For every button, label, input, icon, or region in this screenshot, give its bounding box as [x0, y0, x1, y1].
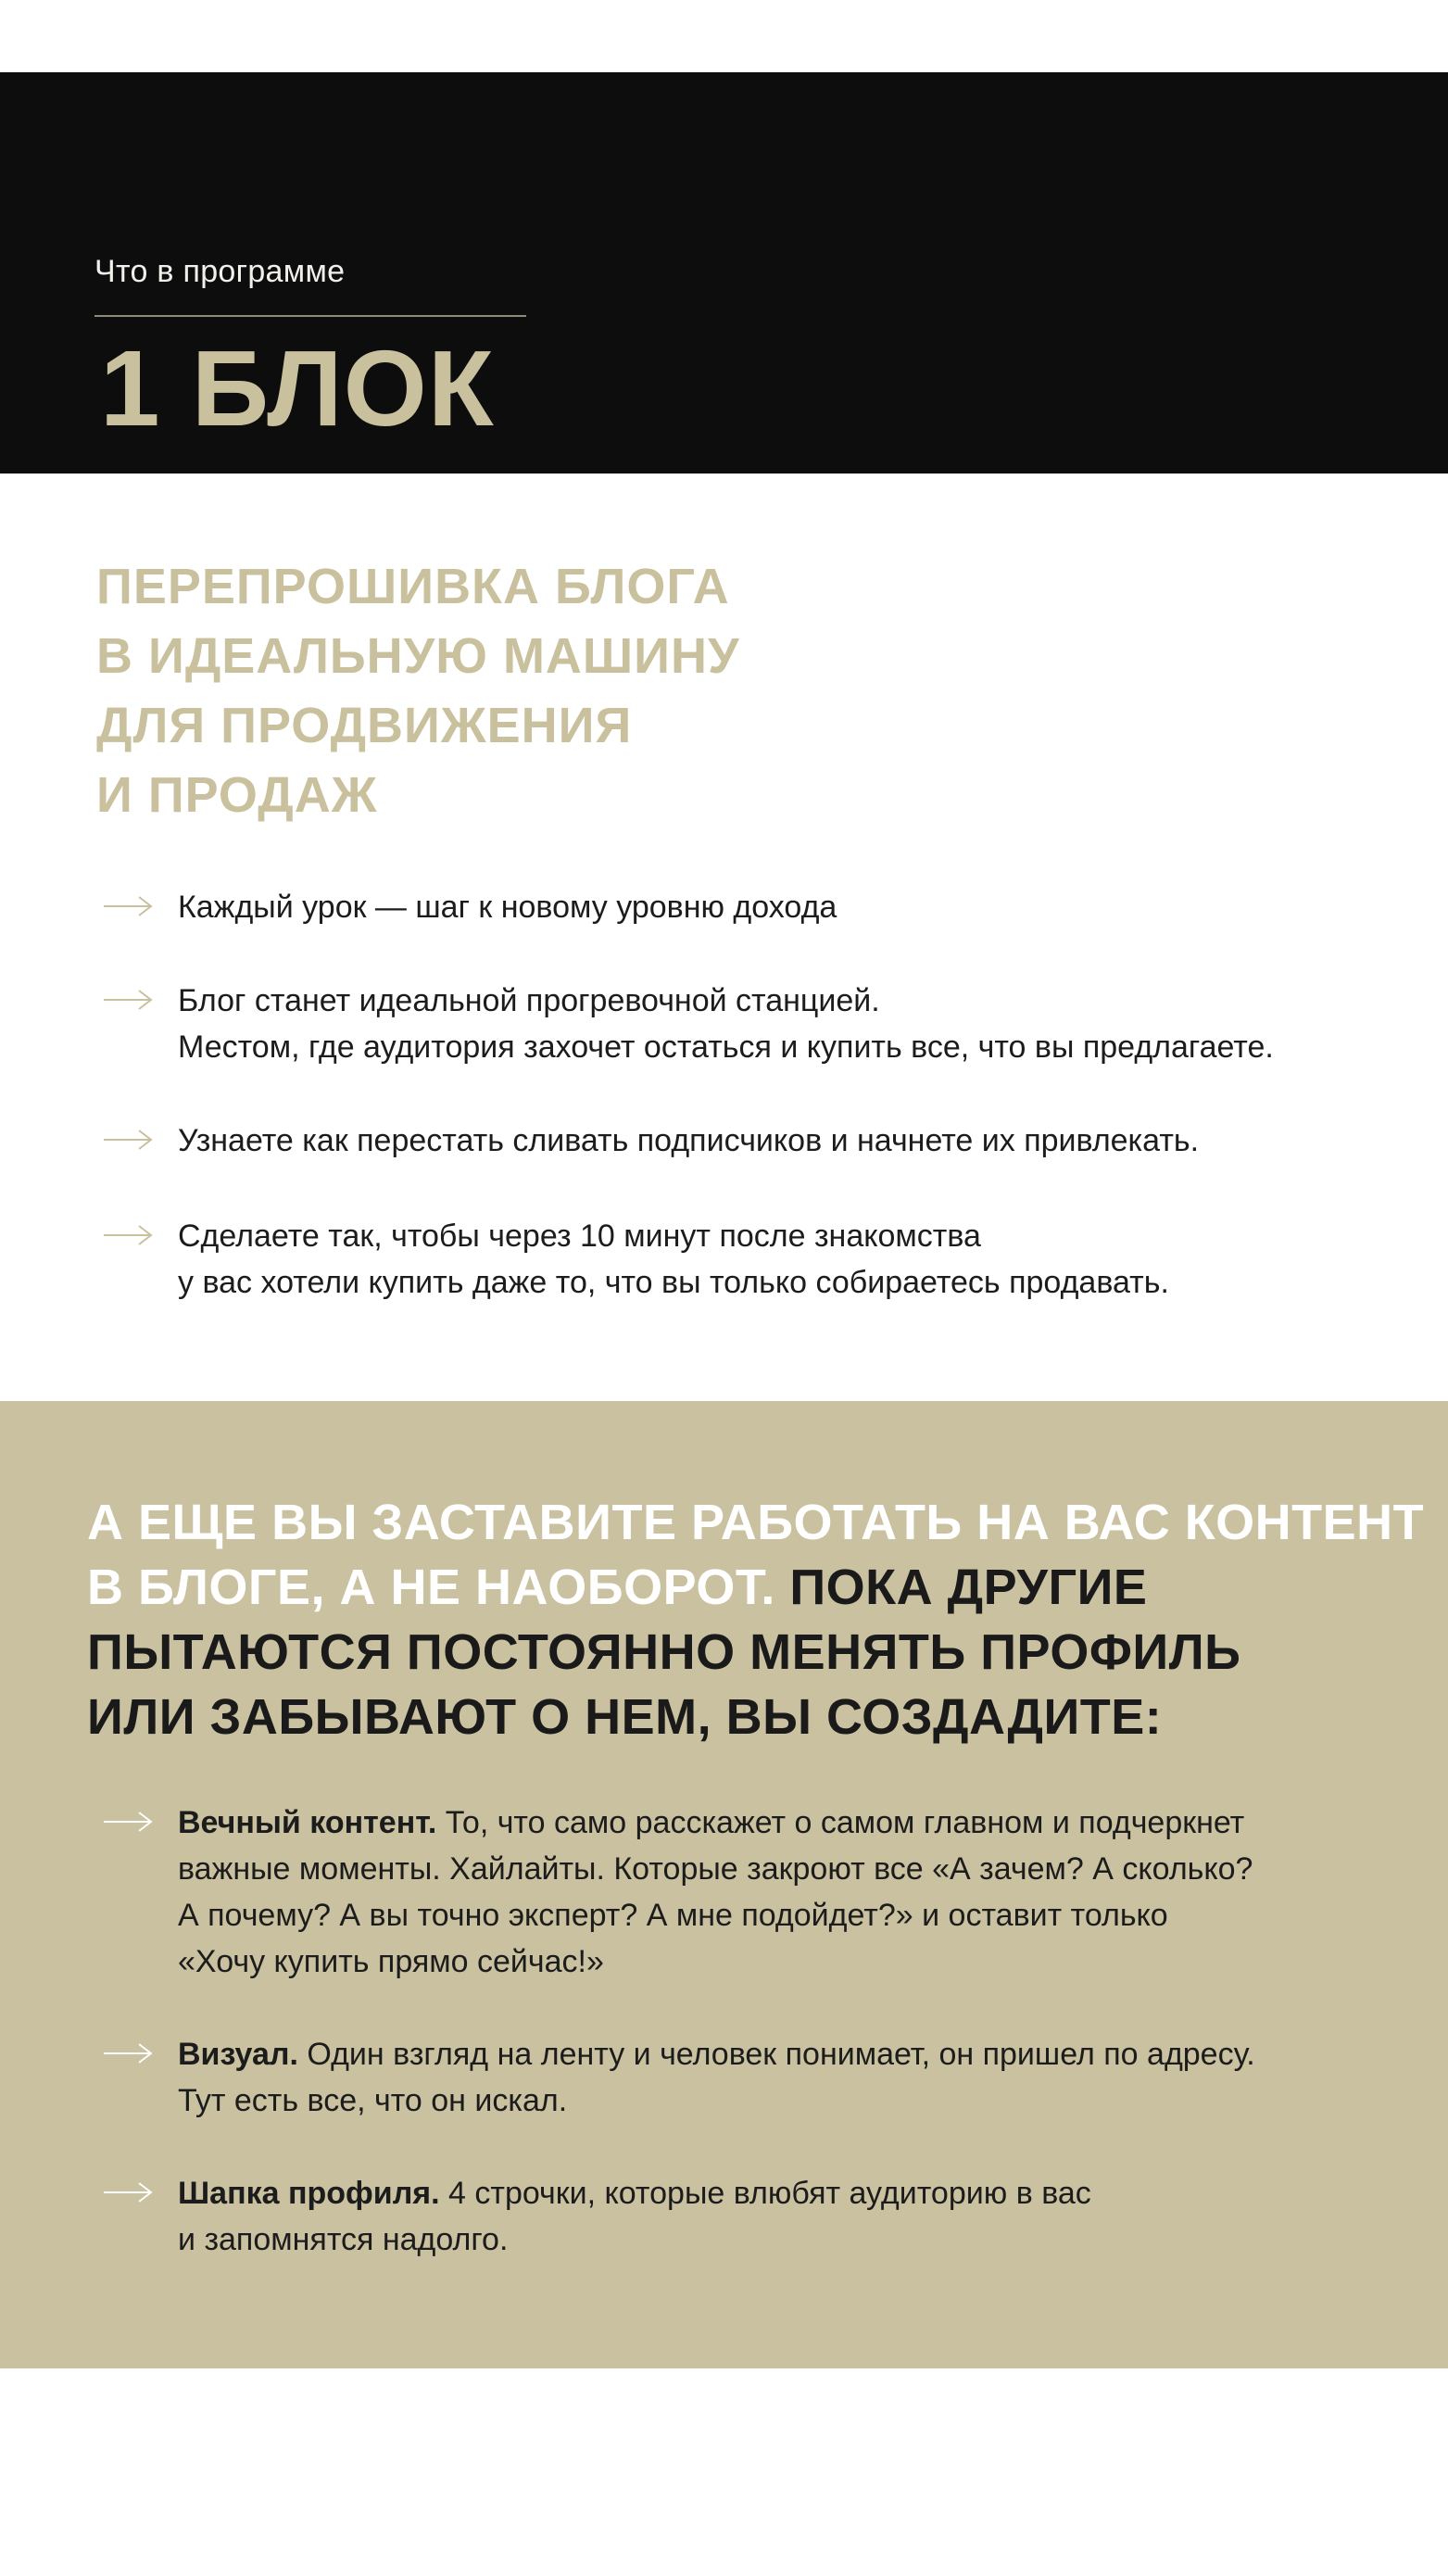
- bullet-text: «Хочу купить прямо сейчас!»: [178, 1944, 604, 1979]
- arrow-right-icon: [102, 895, 154, 917]
- bullet-text: важные моменты. Хайлайты. Которые закроют все «А зачем? А сколько?: [178, 1851, 1253, 1887]
- bullet-text: Местом, где аудитория захочет остаться и купить все, что вы предлагаете.: [178, 1029, 1274, 1065]
- bullet-lead: Вечный контент.: [178, 1805, 437, 1840]
- bullet-text: у вас хотели купить даже то, что вы только собираетесь продавать.: [178, 1265, 1169, 1300]
- arrow-right-icon: [102, 2042, 154, 2065]
- bullet-text: 4 строчки, которые влюбят аудиторию в вас: [439, 2176, 1091, 2211]
- bullet-first-line: [178, 2031, 1255, 2077]
- intro-heading: [96, 552, 740, 830]
- intro-heading-line: ДЛЯ ПРОДВИЖЕНИЯ: [96, 698, 633, 753]
- list-item: [102, 884, 837, 930]
- section-eyebrow: Что в программе: [94, 254, 346, 289]
- bullet-text: Один взгляд на ленту и человек понимает, он пришел по адресу.: [297, 2037, 1255, 2072]
- arrow-right-icon: [102, 1224, 154, 1246]
- arrow-right-icon: [102, 1811, 154, 1833]
- list-item: [102, 2170, 1091, 2263]
- bullet-lead: Шапка профиля.: [178, 2176, 440, 2211]
- bullet-text: и запомнятся надолго.: [178, 2222, 509, 2257]
- arrow-right-icon: [102, 1129, 154, 1151]
- list-item: [102, 1799, 1253, 1985]
- intro-heading-line: И ПРОДАЖ: [96, 767, 378, 823]
- program-header: [0, 72, 1448, 474]
- bullet-text: Сделаете так, чтобы через 10 минут после знакомства: [178, 1219, 981, 1254]
- content-heading-dark: ПОКА ДРУГИЕ: [789, 1559, 1148, 1615]
- block-title: 1 БЛОК: [100, 328, 495, 448]
- arrow-right-icon: [102, 989, 154, 1011]
- content-section: [0, 1401, 1448, 2368]
- intro-heading-line: ПЕРЕПРОШИВКА БЛОГА: [96, 559, 730, 614]
- list-item: [102, 1213, 1169, 1306]
- list-item: [102, 978, 1274, 1070]
- list-item: [102, 2031, 1255, 2124]
- bullet-text: То, что само расскажет о самом главном и подчеркнет: [436, 1805, 1245, 1840]
- eyebrow-divider: [94, 315, 526, 317]
- bullet-text: Узнаете как перестать сливать подписчиков и начнете их привлекать.: [178, 1123, 1200, 1158]
- content-heading-dark: ПЫТАЮТСЯ ПОСТОЯННО МЕНЯТЬ ПРОФИЛЬ: [87, 1624, 1241, 1680]
- list-item: [102, 1118, 1199, 1164]
- bullet-first-line: [178, 2170, 1091, 2216]
- bullet-text: Тут есть все, что он искал.: [178, 2083, 568, 2118]
- intro-heading-line: В ИДЕАЛЬНУЮ МАШИНУ: [96, 628, 740, 684]
- content-bullet-list: [102, 1401, 1399, 2368]
- bullet-text: А почему? А вы точно эксперт? А мне подойдет?» и оставит только: [178, 1898, 1168, 1933]
- bullet-text: Блог станет идеальной прогревочной станцией.: [178, 983, 880, 1018]
- content-heading-dark: ИЛИ ЗАБЫВАЮТ О НЕМ, ВЫ СОЗДАДИТЕ:: [87, 1689, 1163, 1745]
- arrow-right-icon: [102, 2181, 154, 2203]
- bullet-lead: Визуал.: [178, 2037, 298, 2072]
- bullet-text: Каждый урок — шаг к новому уровню дохода: [178, 890, 837, 925]
- content-heading-light: А ЕЩЕ ВЫ ЗАСТАВИТЕ РАБОТАТЬ НА ВАС КОНТЕНТ: [87, 1495, 1425, 1550]
- bullet-first-line: [178, 1799, 1253, 1846]
- content-heading-light: В БЛОГЕ, А НЕ НАОБОРОТ.: [87, 1559, 775, 1615]
